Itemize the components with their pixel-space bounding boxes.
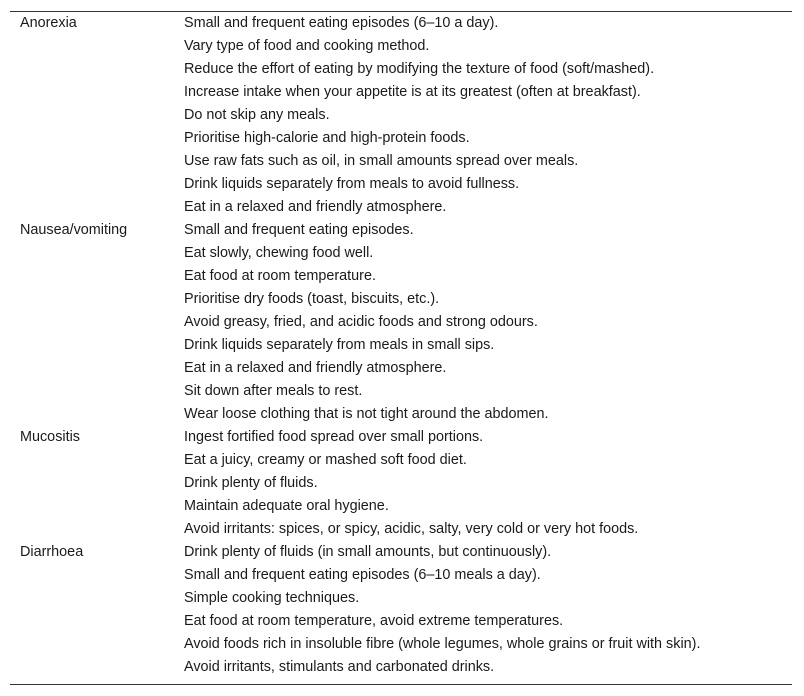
- symptom-category-empty: [10, 472, 184, 495]
- symptom-category-empty: [10, 150, 184, 173]
- advice-item: Avoid foods rich in insoluble fibre (whole legumes, whole grains or fruit with skin).: [184, 636, 701, 652]
- table-row: [10, 656, 792, 679]
- advice-item: Drink liquids separately from meals in small sips.: [184, 337, 495, 353]
- table-row: [10, 449, 792, 472]
- table-row: [10, 104, 792, 127]
- symptom-category-empty: [10, 495, 184, 518]
- advice-item: Drink plenty of fluids (in small amounts, but continuously).: [184, 544, 552, 560]
- advice-item: Eat a juicy, creamy or mashed soft food diet.: [184, 452, 467, 468]
- advice-item: Avoid greasy, fried, and acidic foods and strong odours.: [184, 314, 538, 330]
- symptom-category-empty: [10, 288, 184, 311]
- symptom-category-empty: [10, 242, 184, 265]
- symptom-category: Nausea/vomiting: [20, 222, 128, 238]
- advice-item: Do not skip any meals.: [184, 107, 330, 123]
- table-row: [10, 265, 792, 288]
- table-row: [10, 196, 792, 219]
- table-row: [10, 472, 792, 495]
- symptom-category-empty: [10, 311, 184, 334]
- symptom-category-empty: [10, 357, 184, 380]
- advice-item: Wear loose clothing that is not tight around the abdomen.: [184, 406, 549, 422]
- table-row: [10, 426, 792, 449]
- table-row: [10, 610, 792, 633]
- advice-item: Increase intake when your appetite is at its greatest (often at breakfast).: [184, 84, 641, 100]
- symptom-category-empty: [10, 58, 184, 81]
- symptom-category-empty: [10, 35, 184, 58]
- table-row: [10, 219, 792, 242]
- table-row: [10, 403, 792, 426]
- symptom-category-empty: [10, 380, 184, 403]
- symptom-category-empty: [10, 449, 184, 472]
- symptom-category-empty: [10, 104, 184, 127]
- advice-item: Drink liquids separately from meals to avoid fullness.: [184, 176, 520, 192]
- advice-item: Ingest fortified food spread over small portions.: [184, 429, 484, 445]
- advice-item: Simple cooking techniques.: [184, 590, 360, 606]
- table-row: [10, 173, 792, 196]
- symptom-category-empty: [10, 127, 184, 150]
- advice-item: Use raw fats such as oil, in small amounts spread over meals.: [184, 153, 579, 169]
- table-row: [10, 380, 792, 403]
- dietary-advice-table: [10, 11, 792, 685]
- advice-item: Eat slowly, chewing food well.: [184, 245, 374, 261]
- advice-item: Prioritise dry foods (toast, biscuits, etc.).: [184, 291, 440, 307]
- advice-item: Sit down after meals to rest.: [184, 383, 363, 399]
- symptom-category-empty: [10, 587, 184, 610]
- symptom-category-empty: [10, 518, 184, 541]
- symptom-category-empty: [10, 610, 184, 633]
- symptom-category: Anorexia: [20, 15, 77, 31]
- advice-item: Small and frequent eating episodes.: [184, 222, 414, 238]
- symptom-category-empty: [10, 564, 184, 587]
- advice-item: Eat in a relaxed and friendly atmosphere.: [184, 360, 447, 376]
- table-row: [10, 495, 792, 518]
- table-rows: [10, 12, 792, 679]
- table-row: [10, 587, 792, 610]
- table-row: [10, 311, 792, 334]
- symptom-category: Mucositis: [20, 429, 80, 445]
- advice-item: Eat food at room temperature.: [184, 268, 376, 284]
- table-row: [10, 127, 792, 150]
- advice-item: Avoid irritants: spices, or spicy, acidic, salty, very cold or very hot foods.: [184, 521, 639, 537]
- table-row: [10, 242, 792, 265]
- symptom-category-empty: [10, 173, 184, 196]
- table-row: [10, 334, 792, 357]
- symptom-category-empty: [10, 633, 184, 656]
- symptom-category-empty: [10, 265, 184, 288]
- symptom-category-empty: [10, 656, 184, 679]
- symptom-category-empty: [10, 196, 184, 219]
- advice-item: Small and frequent eating episodes (6–10 meals a day).: [184, 567, 541, 583]
- advice-item: Avoid irritants, stimulants and carbonated drinks.: [184, 659, 495, 675]
- table-row: [10, 150, 792, 173]
- table-row: [10, 564, 792, 587]
- table-row: [10, 35, 792, 58]
- table-row: [10, 518, 792, 541]
- table-row: [10, 633, 792, 656]
- symptom-category-empty: [10, 334, 184, 357]
- table-row: [10, 81, 792, 104]
- advice-item: Drink plenty of fluids.: [184, 475, 318, 491]
- symptom-category-empty: [10, 403, 184, 426]
- table-row: [10, 58, 792, 81]
- table-row: [10, 541, 792, 564]
- advice-item: Maintain adequate oral hygiene.: [184, 498, 389, 514]
- advice-item: Eat food at room temperature, avoid extreme temperatures.: [184, 613, 564, 629]
- table-row: [10, 357, 792, 380]
- symptom-category-empty: [10, 81, 184, 104]
- advice-item: Reduce the effort of eating by modifying the texture of food (soft/mashed).: [184, 61, 655, 77]
- advice-table-body: [10, 12, 792, 679]
- advice-item: Small and frequent eating episodes (6–10 a day).: [184, 15, 499, 31]
- advice-item: Prioritise high-calorie and high-protein foods.: [184, 130, 470, 146]
- symptom-category: Diarrhoea: [20, 544, 84, 560]
- table-row: [10, 288, 792, 311]
- advice-item: Eat in a relaxed and friendly atmosphere.: [184, 199, 447, 215]
- advice-item: Vary type of food and cooking method.: [184, 38, 430, 54]
- table-row: [10, 12, 792, 35]
